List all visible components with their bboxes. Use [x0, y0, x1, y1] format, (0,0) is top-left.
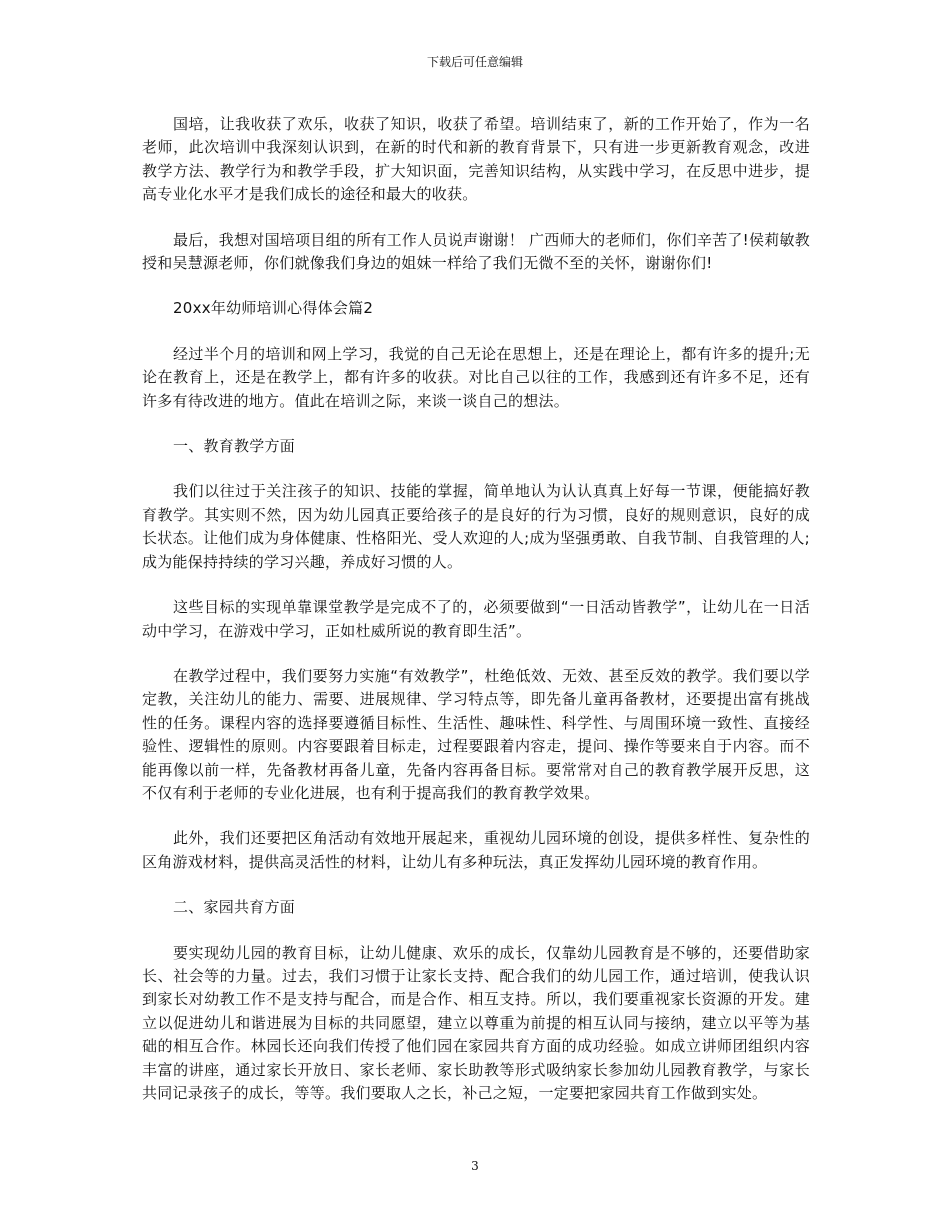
section-heading-teaching: 一、教育教学方面: [173, 437, 296, 456]
document-body: [142, 113, 810, 1127]
page-header: 下载后可任意编辑: [426, 55, 523, 69]
paragraph-corner-activities: 此外，我们还要把区角活动有效地开展起来，重视幼儿园环境的创设，提供多样性、复杂性的区角游戏材料，提供高灵活性的材料，让幼儿有多种玩法，真正发挥幼儿园环境的教育作用。: [142, 829, 810, 871]
paragraph-intro: 经过半个月的培训和网上学习，我觉的自己无论在思想上，还是在理论上，都有许多的提升;无论在教育上，还是在教学上，都有许多的收获。对比自己以往的工作，我感到还有许多不足，还有许多有待改进的地方。值此在培训之际，来谈一谈自己的想法。: [142, 344, 810, 410]
paragraph-thanks: 最后，我想对国培项目组的所有工作人员说声谢谢！ 广西师大的老师们，你们辛苦了!侯莉敏教授和吴慧源老师，你们就像我们身边的姐妹一样给了我们无微不至的关怀，谢谢你们!: [142, 230, 810, 273]
page-number: 3: [471, 1159, 479, 1173]
paragraph-effective-teaching: 在教学过程中，我们要努力实施“有效教学”，杜绝低效、无效、甚至反效的教学。我们要以学定教，关注幼儿的能力、需要、进展规律、学习特点等，即先备儿童再备教材，还要提出富有挑战性的任务。课程内容的选择要遵循目标性、生活性、趣味性、科学性、与周围环境一致性、直接经验性、逻辑性的原则。内容要跟着目标走，过程要跟着内容走，提问、操作等要来自于内容。而不能再像以前一样，先备教材再备儿童，先备内容再备目标。要常常对自己的教育教学展开反思，这不仅有利于老师的专业化进展，也有利于提高我们的教育教学效果。: [142, 666, 810, 802]
section-title-part2: 20xx年幼师培训心得体会篇2: [173, 299, 374, 318]
paragraph-home-school-cooperation: 要实现幼儿园的教育目标，让幼儿健康、欢乐的成长，仅靠幼儿园教育是不够的，还要借助家长、社会等的力量。过去，我们习惯于让家长支持、配合我们的幼儿园工作，通过培训，使我认识到家长对幼教工作不是支持与配合，而是合作、相互支持。所以，我们要重视家长资源的开发。建立以促进幼儿和谐进展为目标的共同愿望，建立以尊重为前提的相互认同与接纳，建立以平等为基础的相互合作。林园长还向我们传授了他们园在家园共育方面的成功经验。如成立讲师团组织内容丰富的讲座，通过家长开放日、家长老师、家长助教等形式吸纳家长参加幼儿园教育教学，与家长共同记录孩子的成长，等等。我们要取人之长，补己之短，一定要把家园共育工作做到实处。: [142, 943, 810, 1102]
section-heading-home-school: 二、家园共育方面: [173, 898, 296, 917]
paragraph-guopei-harvest: 国培，让我收获了欢乐，收获了知识，收获了希望。培训结束了，新的工作开始了，作为一名老师，此次培训中我深刻认识到，在新的时代和新的教育背景下，只有进一步更新教育观念，改进教学方法、教学行为和教学手段，扩大知识面，完善知识结构，从实践中学习，在反思中进步，提高专业化水平才是我们成长的途径和最大的收获。: [142, 115, 810, 204]
paragraph-daily-activities: 这些目标的实现单靠课堂教学是完成不了的，必须要做到“一日活动皆教学”，让幼儿在一日活动中学习，在游戏中学习，正如杜威所说的教育即生活”。: [142, 598, 810, 640]
paragraph-habits: 我们以往过于关注孩子的知识、技能的掌握，简单地认为认认真真上好每一节课，便能搞好教育教学。其实则不然，因为幼儿园真正要给孩子的是良好的行为习惯，良好的规则意识，良好的成长状态。让他们成为身体健康、性格阳光、受人欢迎的人;成为坚强勇敢、自我节制、自我管理的人;成为能保持持续的学习兴趣，养成好习惯的人。: [142, 482, 810, 571]
